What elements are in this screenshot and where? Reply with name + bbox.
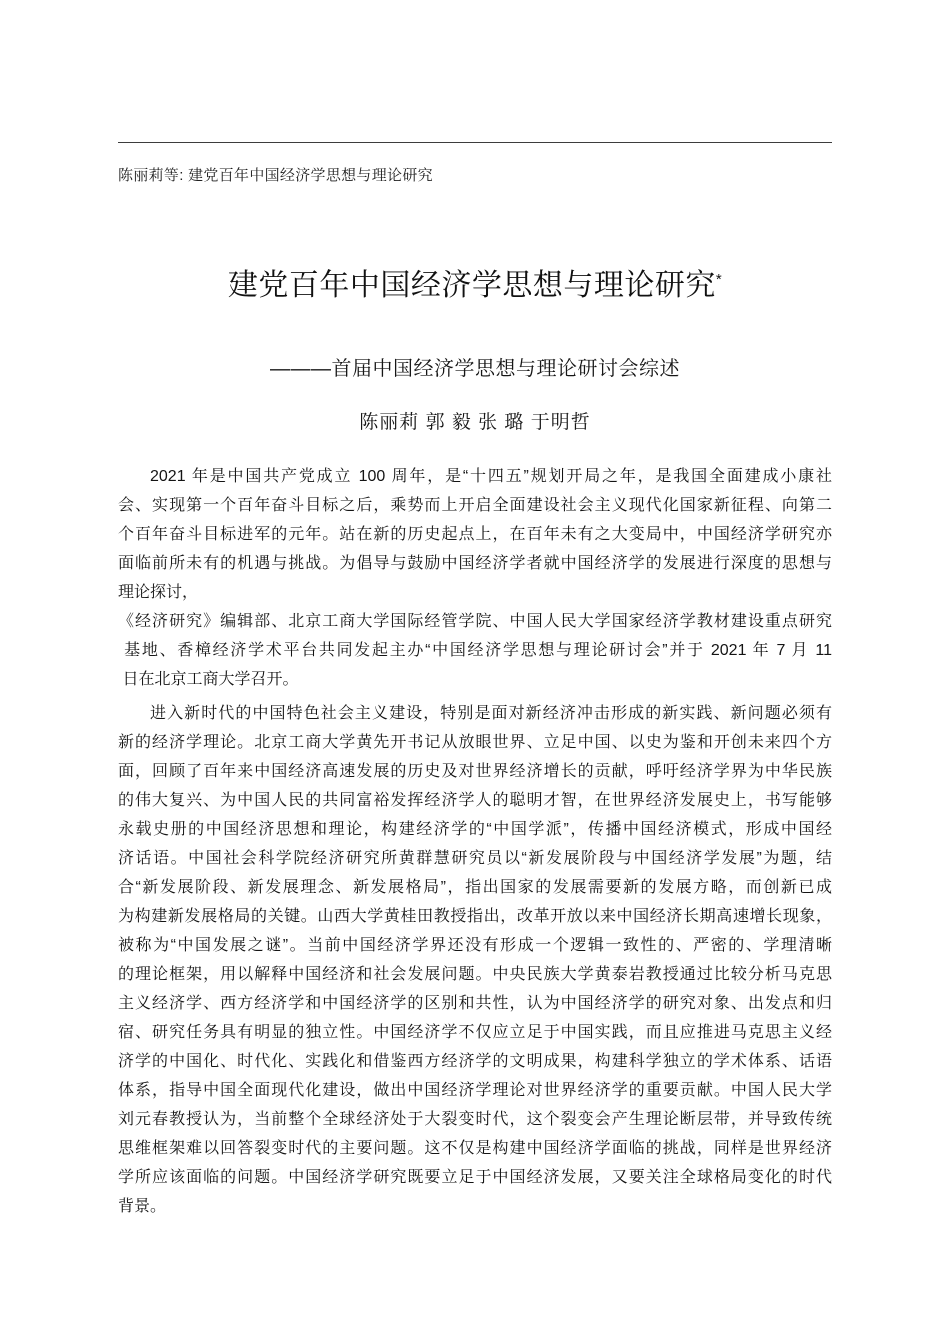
paper-title-text: 建党百年中国经济学思想与理论研究 [227, 269, 716, 302]
body-line: 思维框架难以回答裂变时代的主要问题。这不仅是构建中国经济学面临的挑战，同样是世界经济 [118, 1140, 832, 1157]
body-line: 的理论框架，用以解释中国经济和社会发展问题。中央民族大学黄泰岩教授通过比较分析马克思 [118, 966, 832, 983]
body-line: 宿、研究任务具有明显的独立性。中国经济学不仅应立足于中国实践，而且应推进马克思主义经 [118, 1024, 832, 1041]
body-line: 被称为“中国发展之谜”。当前中国经济学界还没有形成一个逻辑一致性的、严密的、学理清晰 [118, 937, 832, 954]
body-line: 体系，指导中国全面现代化建设，做出中国经济学理论对世界经济学的重要贡献。中国人民大学 [118, 1082, 832, 1099]
body-line: 《经济研究》编辑部、北京工商大学国际经管学院、中国人民大学国家经济学教材建设重点研究 [118, 613, 832, 630]
paragraph [118, 462, 832, 694]
body-line: 进入新时代的中国特色社会主义建设，特别是面对新经济冲击形成的新实践、新问题必须有 [150, 705, 832, 722]
body-line: 面临前所未有的机遇与挑战。为倡导与鼓励中国经济学者就中国经济学的发展进行深度的思想与 [118, 555, 832, 572]
body-line: 背景。 [118, 1198, 167, 1215]
paper-subtitle: ———首届中国经济学思想与理论研讨会综述 [270, 358, 680, 380]
footnote-marker: * [715, 271, 723, 288]
body-line: 新的经济学理论。北京工商大学黄先开书记从放眼世界、立足中国、以史为鉴和开创未来四个方 [118, 734, 832, 751]
body-line: 刘元春教授认为，当前整个全球经济处于大裂变时代，这个裂变会产生理论断层带，并导致传统 [118, 1111, 832, 1128]
body-line: 济话语。中国社会科学院经济研究所黄群慧研究员以“新发展阶段与中国经济学发展”为题，结 [118, 850, 832, 867]
header-rule [118, 142, 832, 143]
paper-title [0, 260, 950, 304]
body-line: 为构建新发展格局的关键。山西大学黄桂田教授指出，改革开放以来中国经济长期高速增长现象， [118, 908, 832, 925]
paragraph [118, 699, 832, 1221]
body-line: 合“新发展阶段、新发展理念、新发展格局”，指出国家的发展需要新的发展方略，而创新已成 [118, 879, 832, 896]
body-line: 面，回顾了百年来中国经济高速发展的历史及对世界经济增长的贡献，呼吁经济学界为中华民族 [118, 763, 832, 780]
body-line: 永载史册的中国经济思想和理论，构建经济学的“中国学派”，传播中国经济模式，形成中国经 [118, 821, 832, 838]
body-line: 的伟大复兴、为中国人民的共同富裕发挥经济学人的聪明才智，在世界经济发展史上，书写能够 [118, 792, 832, 809]
body-line: 2021 年是中国共产党成立 100 周年，是“十四五”规划开局之年，是我国全面建成小康社 [150, 468, 832, 485]
body-line: 日在北京工商大学召开。 [118, 671, 299, 688]
body-line: 理论探讨， [118, 584, 199, 601]
authors-line: 陈丽莉 郭 毅 张 璐 于明哲 [359, 412, 591, 433]
body-line: 个百年奋斗目标进军的元年。站在新的历史起点上，在百年未有之大变局中，中国经济学研究亦 [118, 526, 832, 543]
running-header: 陈丽莉等: 建党百年中国经济学思想与理论研究 [118, 167, 433, 184]
body-line: 基地、香樟经济学术平台共同发起主办“中国经济学思想与理论研讨会”并于 2021 年 7 月 11 [118, 642, 832, 659]
body-line: 学所应该面临的问题。中国经济学研究既要立足于中国经济发展，又要关注全球格局变化的时代 [118, 1169, 832, 1186]
body-line: 会、实现第一个百年奋斗目标之后，乘势而上开启全面建设社会主义现代化国家新征程、向第二 [118, 497, 832, 514]
body-line: 济学的中国化、时代化、实践化和借鉴西方经济学的文明成果，构建科学独立的学术体系、话语 [118, 1053, 832, 1070]
body-line: 主义经济学、西方经济学和中国经济学的区别和共性，认为中国经济学的研究对象、出发点和归 [118, 995, 832, 1012]
article-body [118, 462, 832, 1221]
